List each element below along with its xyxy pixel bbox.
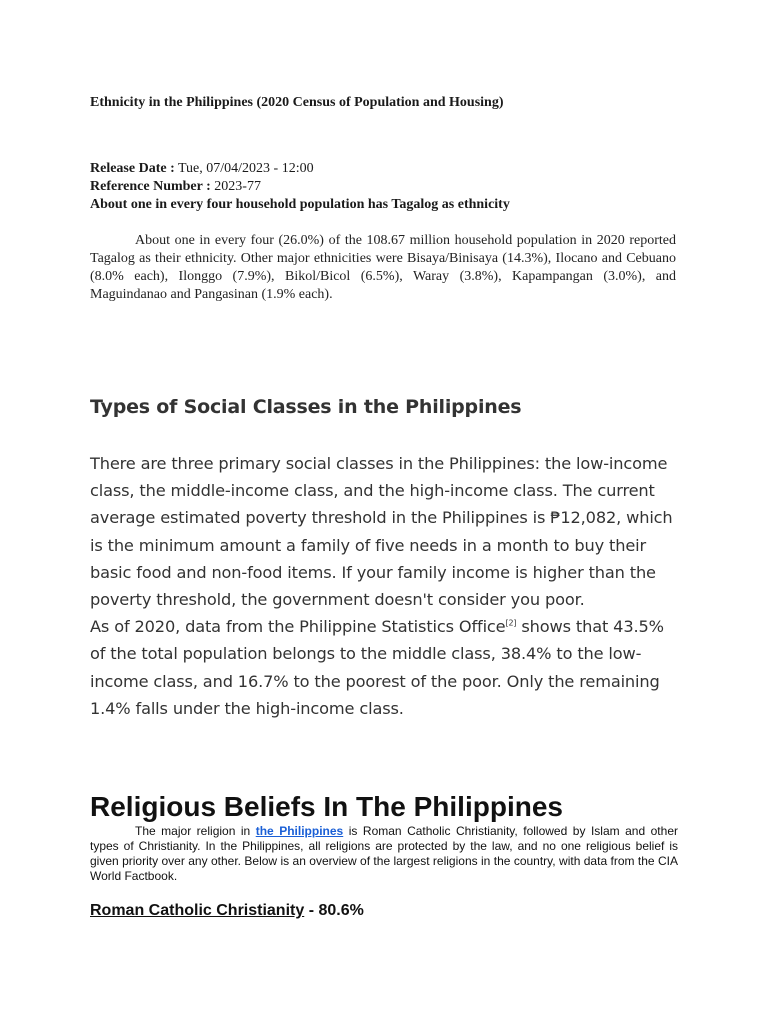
ethnicity-paragraph: About one in every four (26.0%) of the 108.67 million household population in 2020 reported Tagalog as their ethnicity. Other major ethnicities were Bisaya/Binisaya (14.3%), Ilocano and Cebuano (8.0% each), Ilonggo (7.9%), Bikol/Bicol (6.5%), Waray (3.8%), Kapampangan (3.0%), and Maguindanao and Pangasinan (1.9% each). (90, 233, 676, 302)
reference-number-label: Reference Number : (90, 179, 211, 194)
release-date-line (90, 160, 690, 178)
religion-title: Religious Beliefs In The Philippines (90, 791, 563, 822)
ethnicity-headline: About one in every four household population has Tagalog as ethnicity (90, 197, 510, 212)
release-date-label: Release Date : (90, 161, 175, 176)
ethnicity-title: Ethnicity in the Philippines (2020 Census of Population and Housing) (90, 95, 504, 110)
release-date-value: Tue, 07/04/2023 - 12:00 (174, 161, 314, 176)
philippines-link[interactable]: the Philippines (255, 824, 344, 838)
reference-number-value: 2023-77 (210, 179, 261, 194)
religion-subheading (90, 900, 690, 922)
reference-number-line (90, 178, 690, 196)
religion-percentage: - 80.6% (304, 902, 364, 919)
social-classes-paragraph-2: As of 2020, data from the Philippine Statistics Office[2] shows that 43.5% of the total population belongs to the middle class, 38.4% to the low-income class, and 16.7% to the poorest of the poor. Only the remaining 1.4% falls under the high-income class. (90, 617, 664, 718)
social-classes-title: Types of Social Classes in the Philippines (90, 396, 522, 418)
religion-name: Roman Catholic Christianity (90, 902, 305, 919)
social-classes-paragraph-1: There are three primary social classes in the Philippines: the low-income class, the middle-income class, and the high-income class. The current average estimated poverty threshold in the Philippines is ₱12,082, which is the minimum amount a family of five needs in a month to buy their basic food and non-food items. If your family income is higher than the poverty threshold, the government doesn't consider you poor. (90, 454, 673, 610)
citation-marker[interactable]: [2] (505, 618, 517, 628)
religion-paragraph: The major religion in the Philippines is Roman Catholic Christianity, followed by Islam and other types of Christianity. In the Philippines, all religions are protected by the law, and no one religious belief is given priority over any other. Below is an overview of the largest religions in the country, with data from the CIA World Factbook. (90, 824, 678, 883)
social-classes-body (90, 450, 680, 722)
release-meta (90, 160, 690, 214)
